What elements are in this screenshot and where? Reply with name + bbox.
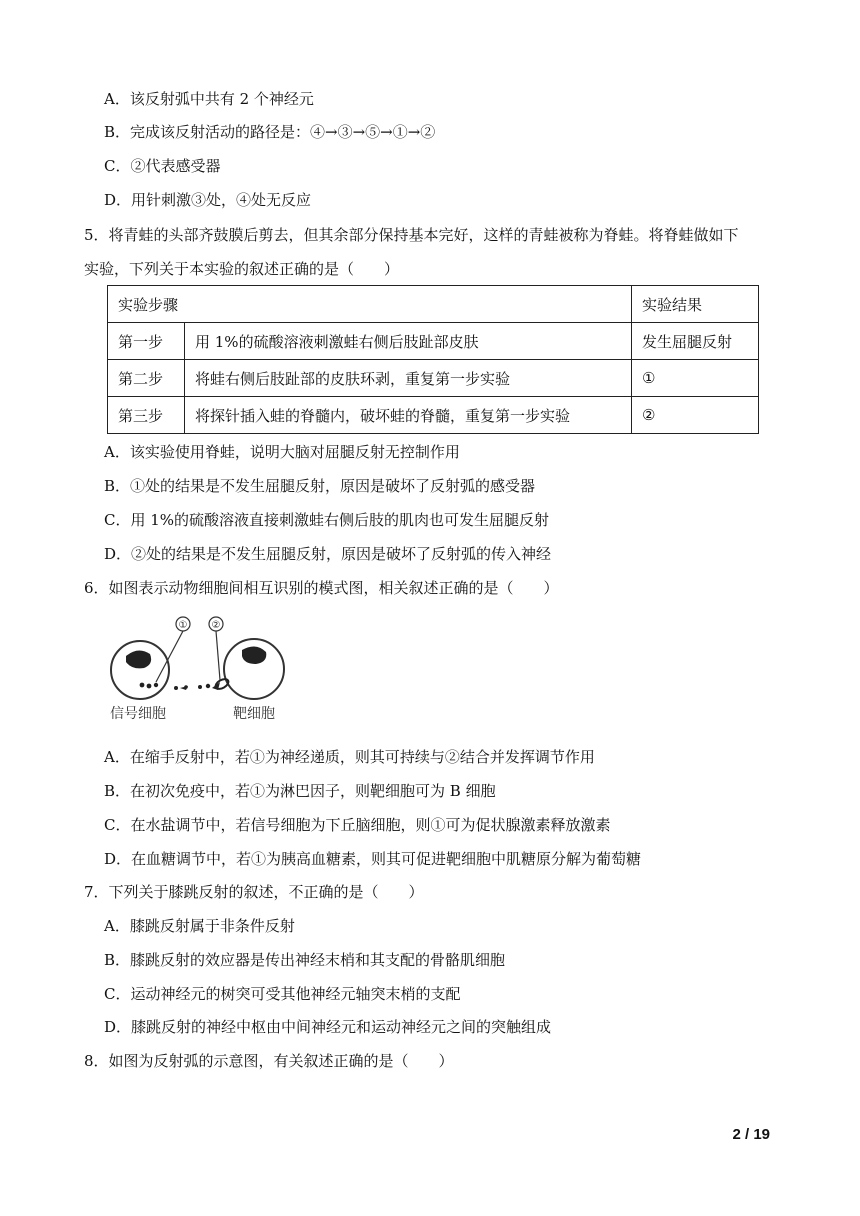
q7-option-c: C．运动神经元的树突可受其他神经元轴突末梢的支配 (104, 985, 461, 1003)
table-header-results: 实验结果 (632, 286, 759, 323)
q6-stem: 6．如图表示动物细胞间相互识别的模式图，相关叙述正确的是（ ） (84, 579, 559, 597)
q5-option-c: C．用 1%的硫酸溶液直接刺激蛙右侧后肢的肌肉也可发生屈腿反射 (104, 511, 550, 529)
table-row (108, 360, 759, 397)
q6-option-a: A．在缩手反射中，若①为神经递质，则其可持续与②结合并发挥调节作用 (104, 748, 595, 766)
q5-option-d: D．②处的结果是不发生屈腿反射，原因是破坏了反射弧的传入神经 (104, 545, 552, 563)
q7-option-d: D．膝跳反射的神经中枢由中间神经元和运动神经元之间的突触组成 (104, 1018, 552, 1036)
marker-2-label: ② (211, 620, 221, 631)
page-number: 2 / 19 (732, 1126, 770, 1143)
q5-stem-line1: 5．将青蛙的头部齐鼓膜后剪去，但其余部分保持基本完好，这样的青蛙被称为脊蛙。将脊蛙做如下 (84, 226, 739, 244)
q4-option-b: B．完成该反射活动的路径是：④→③→⑤→①→② (104, 123, 436, 141)
table-row (108, 397, 759, 434)
target-cell-nucleus (242, 646, 266, 664)
target-cell-caption: 靶细胞 (233, 706, 275, 722)
q4-option-c: C．②代表感受器 (104, 157, 221, 175)
table-cell-result: ② (632, 397, 759, 434)
q4-option-d: D．用针刺激③处，④处无反应 (104, 191, 312, 209)
signal-cell (111, 641, 169, 699)
signal-cell-caption: 信号细胞 (110, 706, 166, 722)
q6-option-c: C．在水盐调节中，若信号细胞为下丘脑细胞，则①可为促状腺激素释放激素 (104, 816, 611, 834)
q4-option-a: A．该反射弧中共有 2 个神经元 (104, 90, 314, 108)
q7-option-a: A．膝跳反射属于非条件反射 (104, 917, 295, 935)
q8-stem: 8．如图为反射弧的示意图，有关叙述正确的是（ ） (84, 1052, 454, 1070)
experiment-table (107, 285, 759, 434)
q7-stem: 7．下列关于膝跳反射的叙述，不正确的是（ ） (84, 883, 424, 901)
q5-option-b: B．①处的结果是不发生屈腿反射，原因是破坏了反射弧的感受器 (104, 477, 536, 495)
q7-option-b: B．膝跳反射的效应器是传出神经末梢和其支配的骨骼肌细胞 (104, 951, 506, 969)
table-cell-procedure: 将探针插入蛙的脊髓内，破坏蛙的脊髓，重复第一步实验 (185, 397, 632, 434)
marker-1-label: ① (178, 620, 188, 631)
signal-cell-nucleus (126, 650, 151, 668)
table-cell-step: 第一步 (108, 323, 185, 360)
table-cell-step: 第二步 (108, 360, 185, 397)
q6-option-b: B．在初次免疫中，若①为淋巴因子，则靶细胞可为 B 细胞 (104, 782, 496, 800)
table-row (108, 323, 759, 360)
table-header-row (108, 286, 759, 323)
table-cell-result: 发生屈腿反射 (632, 323, 759, 360)
table-cell-step: 第三步 (108, 397, 185, 434)
table-cell-procedure: 将蛙右侧后肢趾部的皮肤环剥，重复第一步实验 (185, 360, 632, 397)
q6-option-d: D．在血糖调节中，若①为胰高血糖素，则其可促进靶细胞中肌糖原分解为葡萄糖 (104, 850, 642, 868)
table-header-steps: 实验步骤 (108, 286, 632, 323)
cell-recognition-diagram (104, 612, 294, 724)
q5-stem-line2: 实验，下列关于本实验的叙述正确的是（ ） (84, 260, 400, 278)
q5-option-a: A．该实验使用脊蛙，说明大脑对屈腿反射无控制作用 (104, 443, 460, 461)
cell-recognition-figure (104, 612, 294, 724)
table-cell-result: ① (632, 360, 759, 397)
table-cell-procedure: 用 1%的硫酸溶液刺激蛙右侧后肢趾部皮肤 (185, 323, 632, 360)
